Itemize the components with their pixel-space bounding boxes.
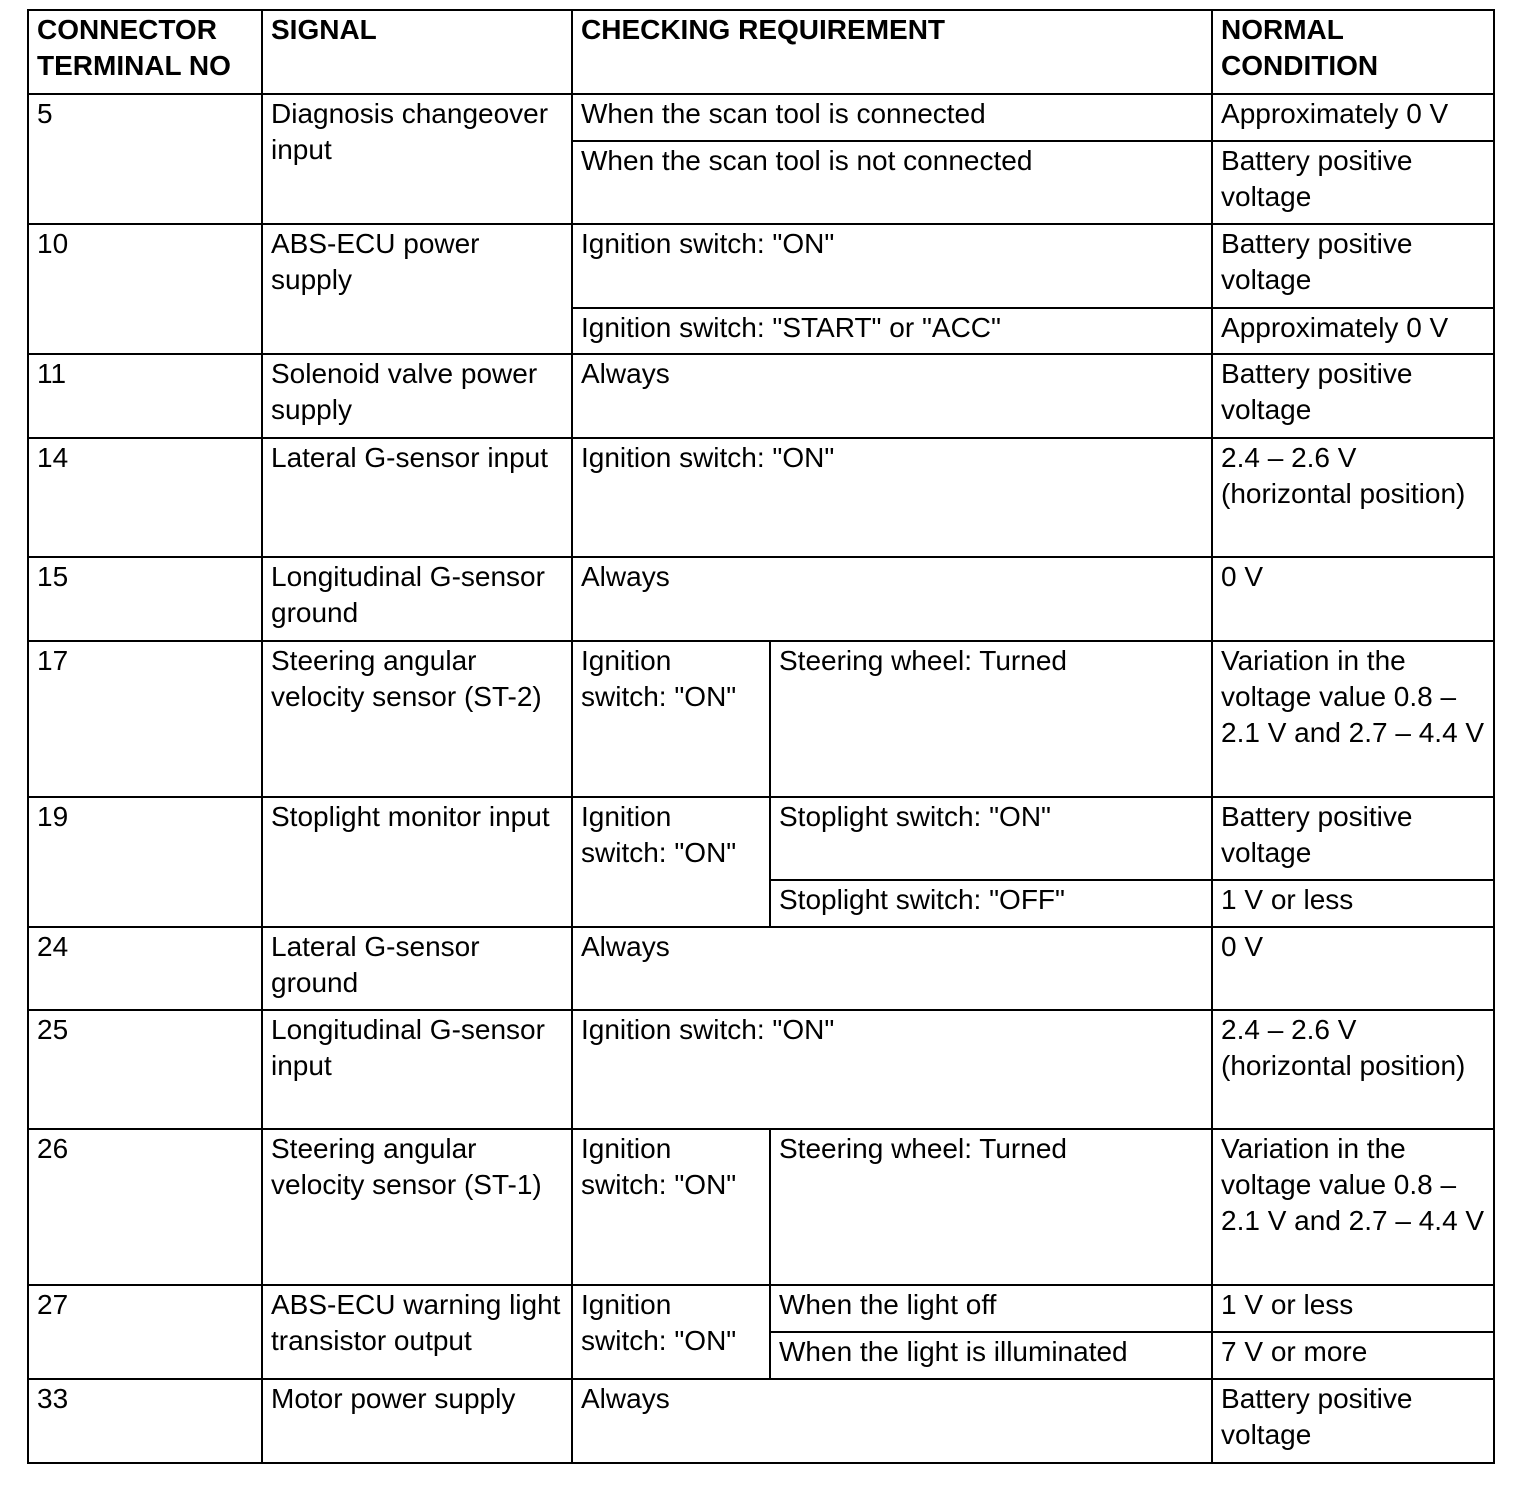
header-signal: SIGNAL bbox=[262, 10, 572, 94]
condition-cell: When the scan tool is connected bbox=[572, 94, 1212, 141]
normal-cell: 1 V or less bbox=[1212, 1285, 1494, 1332]
table-row bbox=[28, 1379, 1494, 1463]
terminal-cell: 14 bbox=[28, 438, 262, 557]
signal-cell: Solenoid valve power supply bbox=[262, 354, 572, 438]
signal-cell: Lateral G-sensor ground bbox=[262, 927, 572, 1010]
table-row bbox=[28, 927, 1494, 1010]
condition-cell: Stoplight switch: "OFF" bbox=[770, 880, 1212, 927]
ignition-cell: Ignition switch: "ON" bbox=[572, 641, 770, 797]
terminal-cell: 15 bbox=[28, 557, 262, 641]
normal-cell: Battery positive voltage bbox=[1212, 141, 1494, 224]
signal-cell: Longitudinal G-sensor ground bbox=[262, 557, 572, 641]
condition-cell: When the light off bbox=[770, 1285, 1212, 1332]
signal-cell: ABS-ECU power supply bbox=[262, 224, 572, 354]
terminal-cell: 17 bbox=[28, 641, 262, 797]
terminal-cell: 26 bbox=[28, 1129, 262, 1285]
normal-cell: Approximately 0 V bbox=[1212, 94, 1494, 141]
normal-cell: 0 V bbox=[1212, 927, 1494, 1010]
header-terminal: CONNECTOR TERMINAL NO bbox=[28, 10, 262, 94]
table-row bbox=[28, 438, 1494, 557]
table-row bbox=[28, 224, 1494, 308]
condition-cell: Always bbox=[572, 1379, 1212, 1463]
signal-cell: Longitudinal G-sensor input bbox=[262, 1010, 572, 1129]
ignition-cell: Ignition switch: "ON" bbox=[572, 797, 770, 927]
terminal-cell: 10 bbox=[28, 224, 262, 354]
ignition-cell: Ignition switch: "ON" bbox=[572, 1129, 770, 1285]
condition-cell: Ignition switch: "ON" bbox=[572, 224, 1212, 308]
signal-cell: Diagnosis changeover input bbox=[262, 94, 572, 224]
terminal-cell: 27 bbox=[28, 1285, 262, 1379]
ignition-cell: Ignition switch: "ON" bbox=[572, 1285, 770, 1379]
table-row bbox=[28, 641, 1494, 797]
condition-cell: When the scan tool is not connected bbox=[572, 141, 1212, 224]
normal-cell: Battery positive voltage bbox=[1212, 797, 1494, 880]
normal-cell: 0 V bbox=[1212, 557, 1494, 641]
table-row bbox=[28, 1285, 1494, 1332]
table-row bbox=[28, 797, 1494, 880]
table-row bbox=[28, 354, 1494, 438]
condition-cell: Always bbox=[572, 927, 1212, 1010]
normal-cell: Approximately 0 V bbox=[1212, 308, 1494, 354]
condition-cell: Stoplight switch: "ON" bbox=[770, 797, 1212, 880]
signal-cell: Steering angular velocity sensor (ST-2) bbox=[262, 641, 572, 797]
normal-cell: Battery positive voltage bbox=[1212, 1379, 1494, 1463]
signal-cell: Motor power supply bbox=[262, 1379, 572, 1463]
table-row bbox=[28, 94, 1494, 141]
normal-cell: 2.4 – 2.6 V (horizontal position) bbox=[1212, 438, 1494, 557]
normal-cell: 1 V or less bbox=[1212, 880, 1494, 927]
terminal-cell: 25 bbox=[28, 1010, 262, 1129]
signal-cell: Lateral G-sensor input bbox=[262, 438, 572, 557]
condition-cell: Ignition switch: "ON" bbox=[572, 1010, 1212, 1129]
normal-cell: 2.4 – 2.6 V (horizontal position) bbox=[1212, 1010, 1494, 1129]
terminal-cell: 5 bbox=[28, 94, 262, 224]
condition-cell: When the light is illuminated bbox=[770, 1332, 1212, 1379]
table-row bbox=[28, 1010, 1494, 1129]
condition-cell: Steering wheel: Turned bbox=[770, 641, 1212, 797]
table-row bbox=[28, 557, 1494, 641]
table-row bbox=[28, 1129, 1494, 1285]
terminal-cell: 33 bbox=[28, 1379, 262, 1463]
condition-cell: Steering wheel: Turned bbox=[770, 1129, 1212, 1285]
terminal-cell: 19 bbox=[28, 797, 262, 927]
normal-cell: 7 V or more bbox=[1212, 1332, 1494, 1379]
normal-cell: Variation in the voltage value 0.8 – 2.1 V and 2.7 – 4.4 V bbox=[1212, 641, 1494, 797]
condition-cell: Ignition switch: "ON" bbox=[572, 438, 1212, 557]
terminal-cell: 11 bbox=[28, 354, 262, 438]
condition-cell: Ignition switch: "START" or "ACC" bbox=[572, 308, 1212, 354]
normal-cell: Battery positive voltage bbox=[1212, 224, 1494, 308]
header-checking: CHECKING REQUIREMENT bbox=[572, 10, 1212, 94]
normal-cell: Variation in the voltage value 0.8 – 2.1 V and 2.7 – 4.4 V bbox=[1212, 1129, 1494, 1285]
signal-cell: Stoplight monitor input bbox=[262, 797, 572, 927]
normal-cell: Battery positive voltage bbox=[1212, 354, 1494, 438]
signal-cell: Steering angular velocity sensor (ST-1) bbox=[262, 1129, 572, 1285]
condition-cell: Always bbox=[572, 557, 1212, 641]
terminal-cell: 24 bbox=[28, 927, 262, 1010]
header-normal: NORMAL CONDITION bbox=[1212, 10, 1494, 94]
terminal-check-table bbox=[27, 9, 1495, 1464]
signal-cell: ABS-ECU warning light transistor output bbox=[262, 1285, 572, 1379]
condition-cell: Always bbox=[572, 354, 1212, 438]
